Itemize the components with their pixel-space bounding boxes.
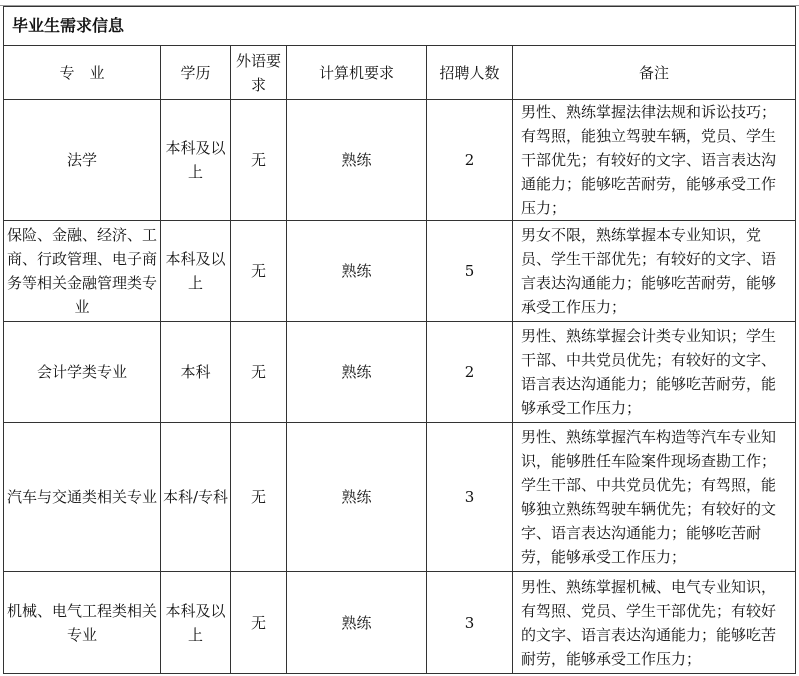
row-education: 本科及以上 — [161, 572, 231, 674]
row-computer: 熟练 — [287, 423, 427, 572]
table-row — [4, 100, 796, 221]
row-language: 无 — [231, 322, 287, 423]
row-major: 保险、金融、经济、工商、行政管理、电子商务等相关金融管理类专业 — [4, 221, 161, 322]
row-major: 会计学类专业 — [4, 322, 161, 423]
table-row — [4, 221, 796, 322]
row-education: 本科/专科 — [161, 423, 231, 572]
row-count: 3 — [427, 423, 513, 572]
table-row — [4, 572, 796, 674]
row-notes: 男性、熟练掌握机械、电气专业知识，有驾照、党员、学生干部优先；有较好的文字、语言表达沟通能力；能够吃苦耐劳，能够承受工作压力； — [513, 572, 796, 674]
row-notes: 男性、熟练掌握汽车构造等汽车专业知识，能够胜任车险案件现场查勘工作；学生干部、中共党员优先；有驾照，能够独立熟练驾驶车辆优先；有较好的文字、语言表达沟通能力；能够吃苦耐劳，能够承受工作压力； — [513, 423, 796, 572]
row-education: 本科及以上 — [161, 221, 231, 322]
header-computer: 计算机要求 — [287, 46, 427, 100]
graduate-demand-table — [3, 6, 796, 674]
row-computer: 熟练 — [287, 221, 427, 322]
row-major: 法学 — [4, 100, 161, 221]
row-language: 无 — [231, 572, 287, 674]
row-count: 2 — [427, 100, 513, 221]
table-row — [4, 322, 796, 423]
row-computer: 熟练 — [287, 100, 427, 221]
row-count: 2 — [427, 322, 513, 423]
row-notes: 男性、熟练掌握会计类专业知识；学生干部、中共党员优先；有较好的文字、语言表达沟通能力；能够吃苦耐劳，能够承受工作压力； — [513, 322, 796, 423]
row-major: 汽车与交通类相关专业 — [4, 423, 161, 572]
header-major: 专 业 — [4, 46, 161, 100]
row-major: 机械、电气工程类相关专业 — [4, 572, 161, 674]
table-title-row — [4, 7, 796, 46]
header-count: 招聘人数 — [427, 46, 513, 100]
row-education: 本科及以上 — [161, 100, 231, 221]
row-count: 5 — [427, 221, 513, 322]
table-row — [4, 423, 796, 572]
row-education: 本科 — [161, 322, 231, 423]
row-count: 3 — [427, 572, 513, 674]
row-notes: 男性、熟练掌握法律法规和诉讼技巧；有驾照，能独立驾驶车辆，党员、学生干部优先；有较好的文字、语言表达沟通能力；能够吃苦耐劳，能够承受工作压力； — [513, 100, 796, 221]
row-language: 无 — [231, 100, 287, 221]
header-language: 外语要求 — [231, 46, 287, 100]
header-row — [4, 46, 796, 100]
row-notes: 男女不限，熟练掌握本专业知识，党员、学生干部优先；有较好的文字、语言表达沟通能力；能够吃苦耐劳，能够承受工作压力； — [513, 221, 796, 322]
row-language: 无 — [231, 423, 287, 572]
row-computer: 熟练 — [287, 572, 427, 674]
header-education: 学历 — [161, 46, 231, 100]
row-computer: 熟练 — [287, 322, 427, 423]
table-title: 毕业生需求信息 — [4, 7, 796, 46]
header-notes: 备注 — [513, 46, 796, 100]
row-language: 无 — [231, 221, 287, 322]
